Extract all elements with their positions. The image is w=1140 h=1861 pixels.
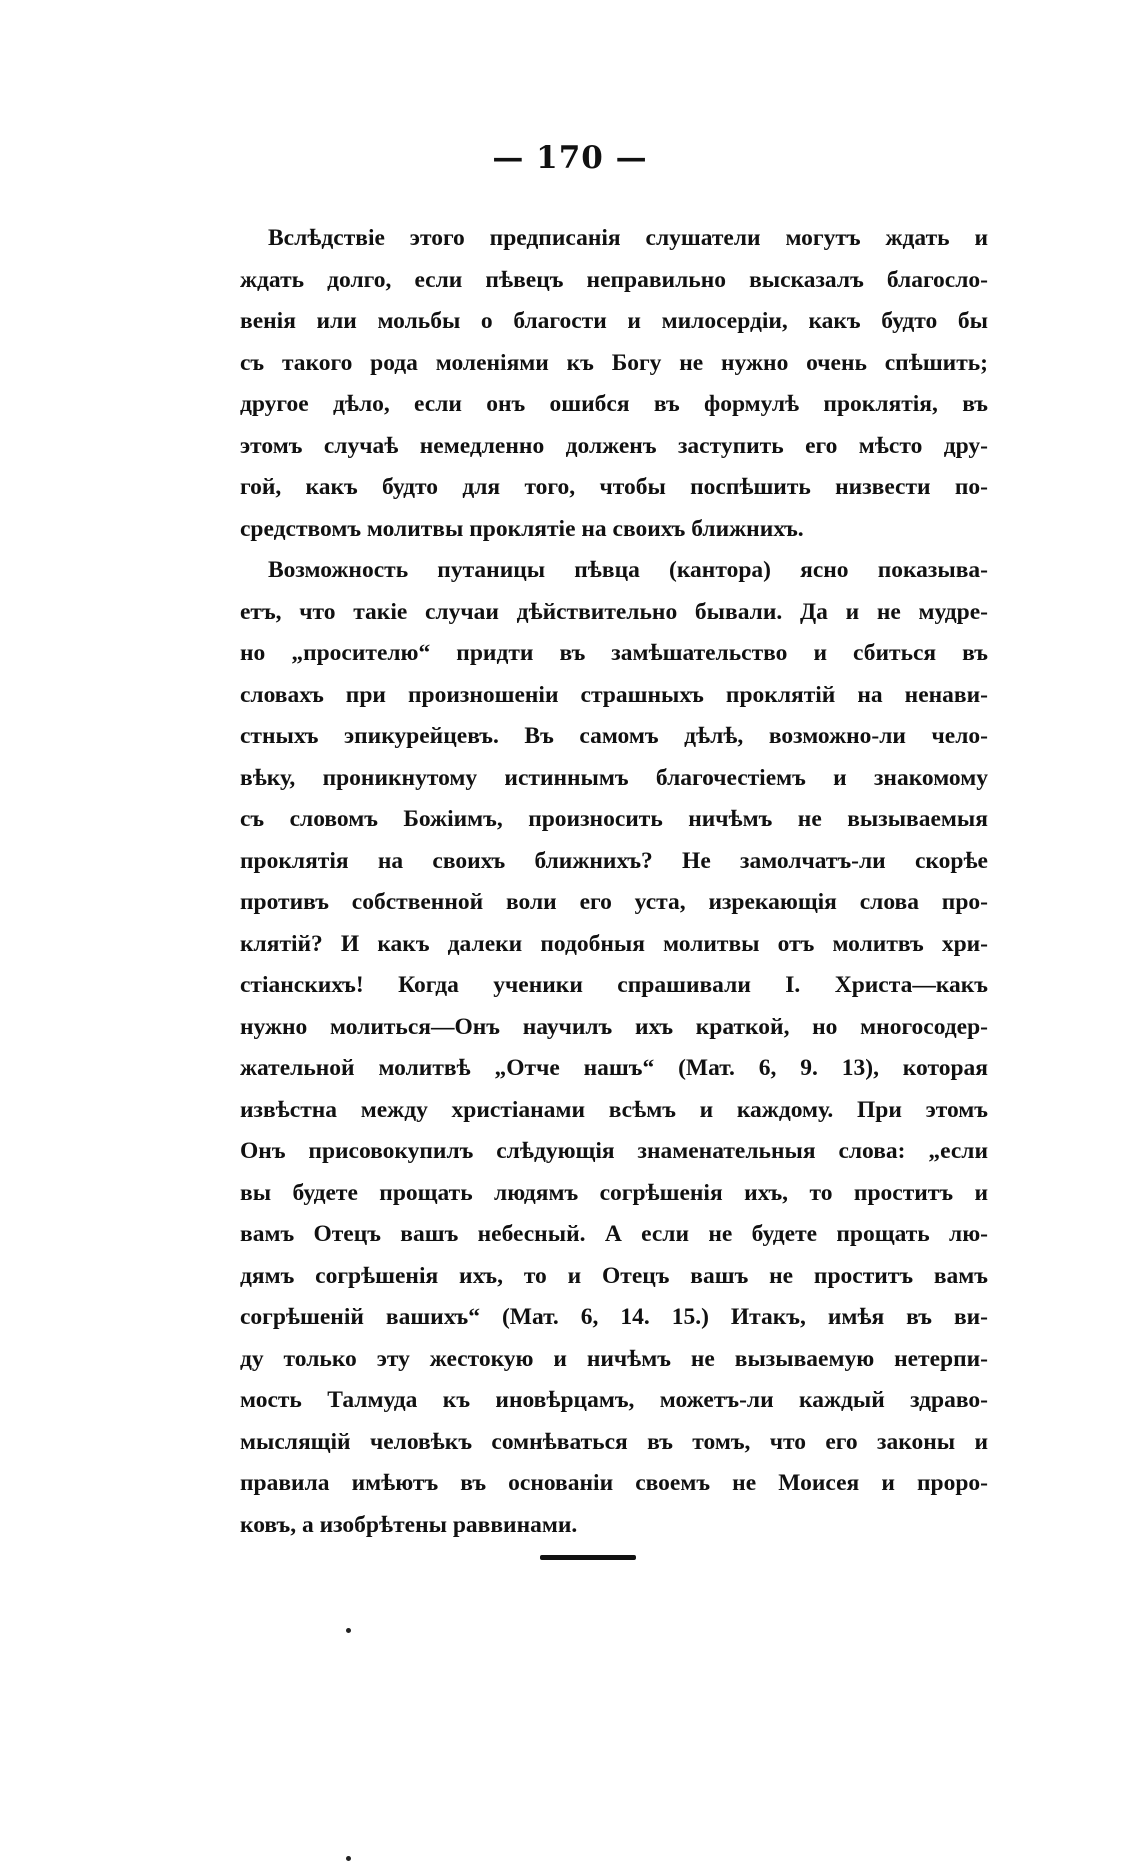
text-line: мость Талмуда къ иновѣрцамъ, можетъ-ли каждый здраво- — [240, 1387, 988, 1413]
text-line: стіанскихъ! Когда ученики спрашивали І. Христа—какъ — [240, 972, 988, 998]
ink-speck — [346, 1856, 351, 1861]
text-line: гой, какъ будто для того, чтобы поспѣшить низвести по- — [240, 474, 988, 500]
text-line: средствомъ молитвы проклятіе на своихъ ближнихъ. — [240, 515, 804, 542]
text-line: дямъ согрѣшенія ихъ, то и Отецъ вашъ не проститъ вамъ — [240, 1262, 988, 1289]
paragraph-2 — [240, 550, 988, 1546]
text-line: съ словомъ Божіимъ, произносить ничѣмъ не вызываемыя — [240, 806, 988, 832]
text-line: но „просителю“ придти въ замѣшательство и сбиться въ — [240, 640, 988, 666]
text-line: Онъ присовокупилъ слѣдующія знаменательныя слова: „если — [240, 1138, 988, 1164]
body-text — [240, 218, 988, 1546]
text-line: словахъ при произношеніи страшныхъ проклятій на ненави- — [240, 681, 988, 708]
text-line: венія или мольбы о благости и милосердіи, какъ будто бы — [240, 308, 988, 334]
text-line: вамъ Отецъ вашъ небесный. А если не будете прощать лю- — [240, 1221, 988, 1247]
text-line: клятій? И какъ далеки подобныя молитвы отъ молитвъ хри- — [240, 930, 988, 957]
text-line: извѣстна между христіанами всѣмъ и каждому. При этомъ — [240, 1096, 988, 1123]
page-number: — 170 — — [492, 140, 648, 176]
text-line: жательной молитвѣ „Отче нашъ“ (Мат. 6, 9. 13), которая — [240, 1055, 988, 1081]
text-line: вы будете прощать людямъ согрѣшенія ихъ, то проститъ и — [240, 1179, 988, 1206]
paragraph-1 — [240, 218, 988, 550]
text-line: етъ, что такіе случаи дѣйствительно бывали. Да и не мудре- — [240, 598, 988, 625]
text-line: ждать долго, если пѣвецъ неправильно высказалъ благосло- — [240, 266, 988, 293]
text-line: правила имѣютъ въ основаніи своемъ не Моисея и проро- — [240, 1470, 988, 1496]
text-line: стныхъ эпикурейцевъ. Въ самомъ дѣлѣ, возможно-ли чело- — [240, 723, 988, 749]
text-line: противъ собственной воли его уста, изрекающія слова про- — [240, 889, 988, 915]
text-line: нужно молиться—Онъ научилъ ихъ краткой, но многосодер- — [240, 1013, 988, 1040]
text-line: ду только эту жестокую и ничѣмъ не вызываемую нетерпи- — [240, 1345, 988, 1372]
text-line: ковъ, а изобрѣтены раввинами. — [240, 1511, 578, 1538]
text-line: вѣку, проникнутому истиннымъ благочестіемъ и знакомому — [240, 764, 988, 791]
text-line: Вслѣдствіе этого предписанія слушатели могутъ ждать и — [268, 225, 988, 251]
text-line: этомъ случаѣ немедленно долженъ заступить его мѣсто дру- — [240, 432, 988, 459]
ink-speck — [346, 1628, 351, 1633]
end-divider-rule — [540, 1555, 636, 1560]
text-line: мыслящій человѣкъ сомнѣваться въ томъ, что его законы и — [240, 1428, 988, 1455]
text-line: согрѣшеній вашихъ“ (Мат. 6, 14. 15.) Итакъ, имѣя въ ви- — [240, 1304, 988, 1330]
text-line: проклятія на своихъ ближнихъ? Не замолчатъ-ли скорѣе — [240, 847, 988, 874]
text-line: Возможность путаницы пѣвца (кантора) ясно показыва- — [268, 557, 988, 583]
text-line: съ такого рода моленіями къ Богу не нужно очень спѣшить; — [240, 349, 988, 376]
text-line: другое дѣло, если онъ ошибся въ формулѣ проклятія, въ — [240, 391, 988, 417]
